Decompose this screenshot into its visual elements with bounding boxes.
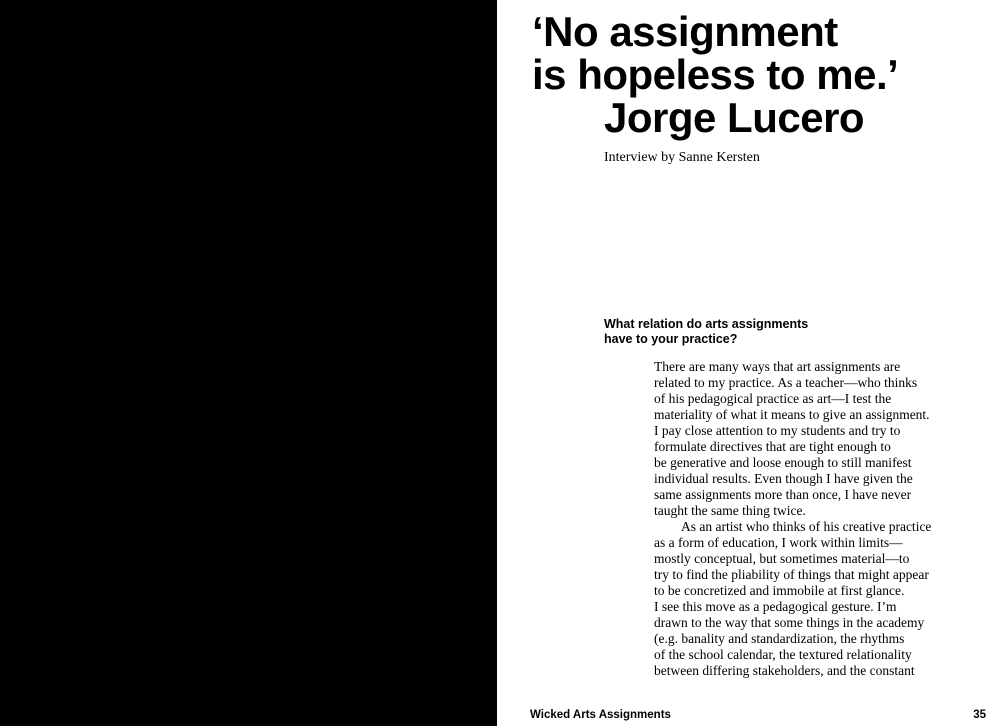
answer-line: of his pedagogical practice as art—I test the bbox=[654, 391, 892, 406]
title-line-2: is hopeless to me.’ bbox=[532, 51, 899, 98]
answer-line: I pay close attention to my students and try to bbox=[654, 423, 901, 438]
answer-line: drawn to the way that some things in the academy bbox=[654, 615, 925, 630]
answer-line: of the school calendar, the textured relationality bbox=[654, 647, 912, 662]
answer-line: (e.g. banality and standardization, the rhythms bbox=[654, 631, 905, 646]
question-line-2: have to your practice? bbox=[604, 332, 738, 346]
title-line-3: Jorge Lucero bbox=[604, 94, 865, 141]
answer-line: There are many ways that art assignments are bbox=[654, 359, 901, 374]
answer-line: between differing stakeholders, and the constant bbox=[654, 663, 915, 678]
answer-line: be generative and loose enough to still manifest bbox=[654, 455, 912, 470]
interview-answer bbox=[654, 359, 974, 679]
answer-line: to be concretized and immobile at first glance. bbox=[654, 583, 905, 598]
answer-line: individual results. Even though I have given the bbox=[654, 471, 913, 486]
answer-line: taught the same thing twice. bbox=[654, 503, 806, 518]
interview-question bbox=[604, 317, 864, 347]
answer-line: same assignments more than once, I have never bbox=[654, 487, 912, 502]
title-line-1: ‘No assignment bbox=[532, 8, 838, 55]
running-footer-title: Wicked Arts Assignments bbox=[530, 709, 671, 721]
answer-line: as a form of education, I work within limits— bbox=[654, 535, 903, 550]
page-number: 35 bbox=[973, 709, 986, 721]
answer-line: I see this move as a pedagogical gesture. I’m bbox=[654, 599, 897, 614]
question-line-1: What relation do arts assignments bbox=[604, 317, 809, 331]
answer-line: formulate directives that are tight enough to bbox=[654, 439, 891, 454]
answer-line: related to my practice. As a teacher—who thinks bbox=[654, 375, 918, 390]
right-page bbox=[497, 0, 996, 726]
answer-line: try to find the pliability of things that might appear bbox=[654, 567, 929, 582]
left-page-black bbox=[0, 0, 497, 726]
answer-line: As an artist who thinks of his creative practice bbox=[681, 519, 932, 534]
byline: Interview by Sanne Kersten bbox=[604, 150, 760, 165]
answer-line: mostly conceptual, but sometimes material—to bbox=[654, 551, 910, 566]
answer-line: materiality of what it means to give an assignment. bbox=[654, 407, 930, 422]
